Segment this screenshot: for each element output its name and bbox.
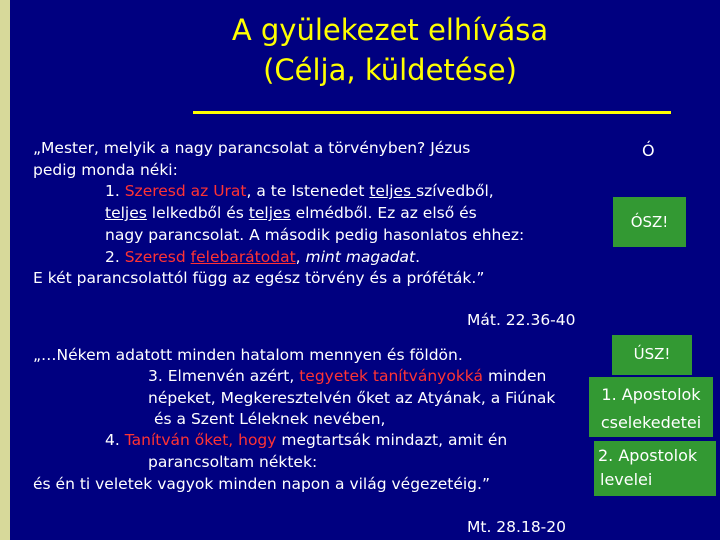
title-line-2: (Célja, küldetése) <box>263 53 517 87</box>
passage1-line5: nagy parancsolat. A második pedig hasonlatos ehhez: <box>105 226 525 244</box>
o-label: Ó <box>642 141 655 160</box>
passage2-line1: „…Nékem adatott minden hatalom mennyen és földön. <box>33 346 463 364</box>
acts-label-box <box>589 377 713 437</box>
passage1-line6-comma: , <box>295 248 306 266</box>
passage1-reference: Mát. 22.36-40 <box>467 311 576 329</box>
passage1-line1: „Mester, melyik a nagy parancsolat a törvényben? Jézus <box>33 139 471 157</box>
passage1-line4-mid: lelkedből és <box>146 204 249 222</box>
passage1-line3 <box>105 180 494 202</box>
title-line-1: A gyülekezet elhívása <box>231 13 549 47</box>
passage2-reference: Mt. 28.18-20 <box>467 518 566 536</box>
make-disciples-emphasis: tegyetek tanítványokká <box>299 367 484 385</box>
letters-label-line2: levelei <box>600 470 653 489</box>
passage1-line4 <box>105 202 477 224</box>
acts-label-line1: 1. Apostolok <box>601 385 701 404</box>
usz-label-box <box>612 335 692 375</box>
teaching-emphasis: Tanítván őket, hogy <box>124 431 277 449</box>
passage1-line7: E két parancsolattól függ az egész törvény és a próféták.” <box>33 269 485 287</box>
passage1-line6-end: . <box>415 248 421 266</box>
passage2-line5 <box>105 429 507 451</box>
osz-label-box <box>613 197 686 247</box>
passage1-line6 <box>105 246 420 268</box>
osz-label: ÓSZ! <box>630 213 669 231</box>
felebaratodat-underlined: felebarátodat <box>190 248 296 266</box>
usz-label: ÚSZ! <box>633 345 671 363</box>
passage1-line4-end: elmédből. Ez az első és <box>290 204 477 222</box>
commandment-number-2: 2. <box>105 248 125 266</box>
commandment-number-4: 4. <box>105 431 125 449</box>
passage2-line5-end: megtartsák mindazt, amit én <box>276 431 508 449</box>
passage2-line2-end: minden <box>483 367 547 385</box>
passage2-line6: parancsoltam néktek: <box>148 453 318 471</box>
passage2-line7: és én ti veletek vagyok minden napon a világ végezetéig.” <box>33 475 490 493</box>
mint-magadat-italic: mint magadat <box>305 248 416 266</box>
passage1-line3-mid: , a te Istenedet <box>246 182 370 200</box>
commandment-number-1: 1. <box>105 182 125 200</box>
passage2-line2-prefix: 3. Elmenvén azért, <box>148 367 300 385</box>
love-neighbor-emphasis: Szeresd <box>124 248 191 266</box>
passage2-line3: népeket, Megkeresztelvén őket az Atyának, a Fiúnak <box>148 389 556 407</box>
teljes-underlined: teljes <box>369 182 417 200</box>
left-accent-bar <box>0 0 10 540</box>
acts-label-line2: cselekedetei <box>600 413 702 432</box>
letters-label-line1: 2. Apostolok <box>598 446 698 465</box>
passage1-line3-end: szívedből, <box>416 182 494 200</box>
love-god-emphasis: Szeresd az Urat <box>124 182 247 200</box>
teljes-underlined-2: teljes <box>105 204 147 222</box>
letters-label-box <box>594 441 716 496</box>
passage1-line2: pedig monda néki: <box>33 161 178 179</box>
title-divider <box>193 111 671 114</box>
slide-title <box>120 10 660 90</box>
passage2-line2 <box>148 365 546 387</box>
passage2-line4: és a Szent Léleknek nevében, <box>154 410 386 428</box>
teljes-underlined-3: teljes <box>248 204 291 222</box>
